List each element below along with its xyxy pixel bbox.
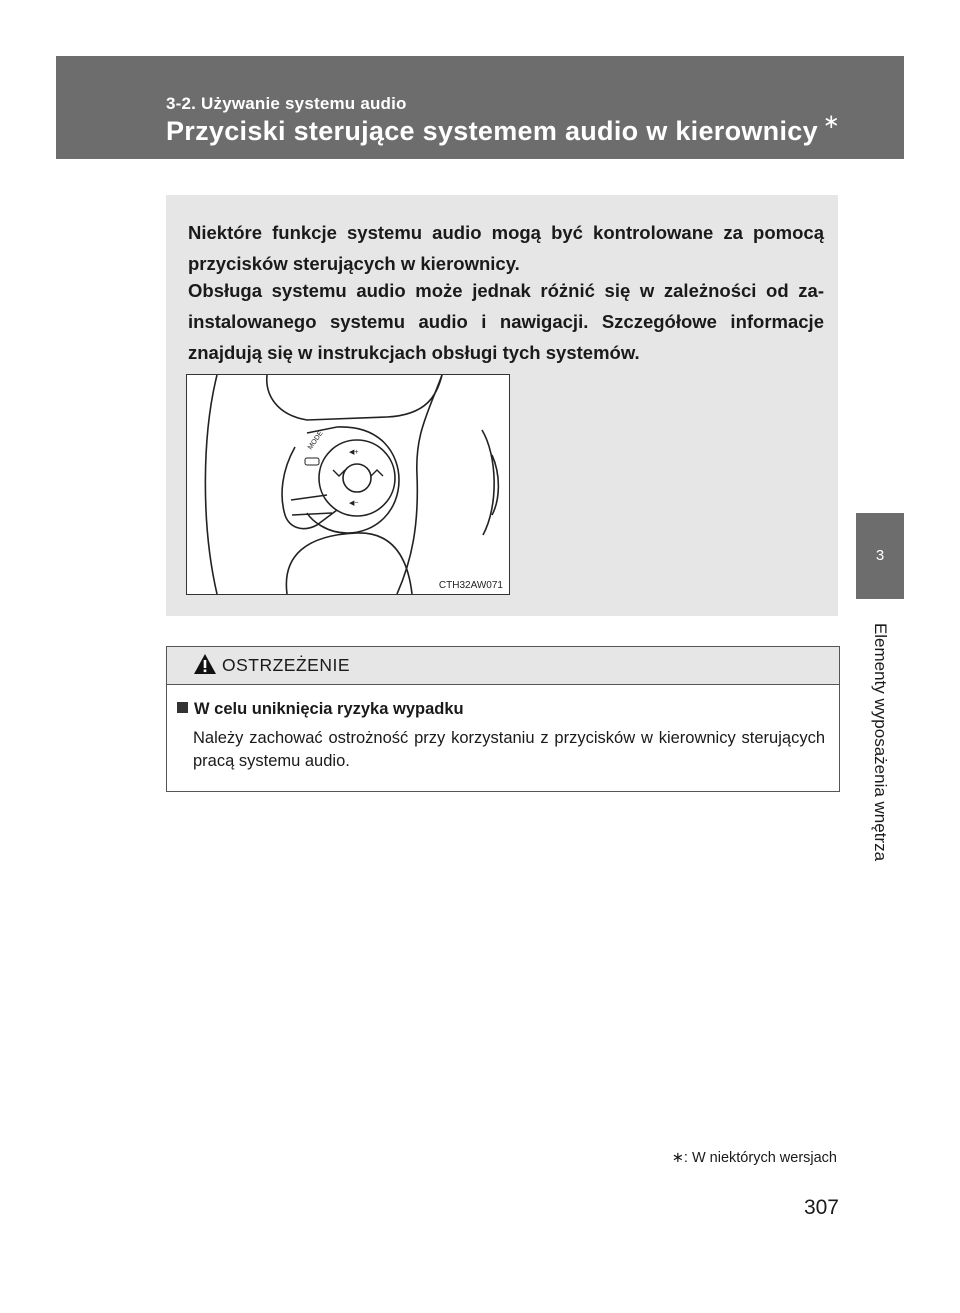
steering-wheel-illustration xyxy=(186,374,510,595)
bullet-square-icon xyxy=(177,702,188,713)
chapter-tab: 3 xyxy=(856,513,904,599)
page-number: 307 xyxy=(803,1196,839,1219)
svg-text:◀+: ◀+ xyxy=(349,449,359,456)
intro-box xyxy=(166,195,838,616)
warning-triangle-icon xyxy=(193,653,217,675)
figure-code: CTH32AW071 xyxy=(438,580,503,591)
warning-header xyxy=(167,647,839,685)
chapter-title: Elementy wyposażenia wnętrza xyxy=(871,622,890,862)
page-title-text: Przyciski sterujące systemem audio w kierownicy xyxy=(166,116,818,146)
page-title xyxy=(166,111,840,147)
warning-text: Należy zachować ostrożność przy korzystaniu z przycisków w kierownicy sterujących pracą systemu audio. xyxy=(193,729,825,770)
page-header xyxy=(56,56,904,159)
intro-paragraph-2: Obsługa systemu audio może jednak różnić się w zależności od zainstalowanego systemu audio i nawigacji. Szczegółowe informacje znajdują się w instrukcjach obsługi tych systemów. xyxy=(188,280,824,363)
intro-paragraph-1: Niektóre funkcje systemu audio mogą być kontrolowane za pomocą przycisków sterujących w kierownicy. xyxy=(188,222,824,274)
svg-text:MODE: MODE xyxy=(306,429,325,452)
warning-box xyxy=(166,646,840,792)
warning-item-title-text: W celu uniknięcia ryzyka wypadku xyxy=(194,700,464,718)
svg-text:◀−: ◀− xyxy=(349,500,359,507)
footnote: ∗: W niektórych wersjach xyxy=(671,1150,837,1166)
warning-title: OSTRZEŻENIE xyxy=(222,655,351,675)
title-mark: ∗ xyxy=(822,111,840,133)
warning-item-title xyxy=(177,700,464,719)
section-title: 3-2. Używanie systemu audio xyxy=(166,94,407,113)
steering-wheel-drawing xyxy=(187,375,509,594)
